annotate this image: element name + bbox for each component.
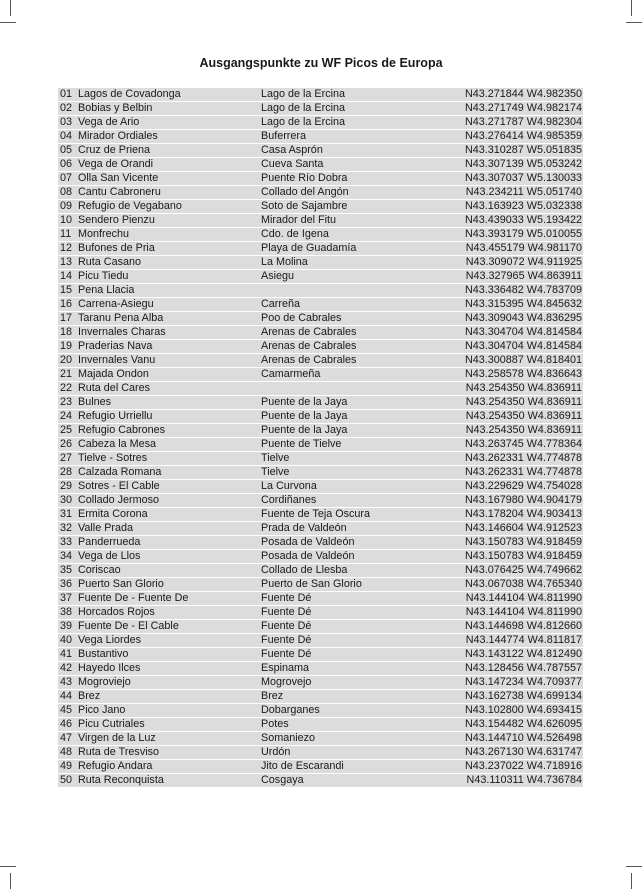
route-name: Ruta de Tresviso: [78, 746, 160, 758]
coordinates: N43.110311 W4.736784: [466, 774, 582, 786]
table-row: [58, 774, 583, 787]
coordinates: N43.254350 W4.836911: [465, 424, 582, 436]
table-row: [58, 522, 583, 535]
table-row: [58, 88, 583, 101]
starting-point: Urdón: [261, 746, 291, 758]
row-number: 35: [60, 564, 73, 576]
table-row: [58, 718, 583, 731]
starting-point: Tielve: [261, 452, 290, 464]
table-row: [58, 536, 583, 549]
table-row: [58, 564, 583, 577]
page-title: Ausgangspunkte zu WF Picos de Europa: [199, 56, 443, 70]
row-number: 25: [60, 424, 73, 436]
route-name: Valle Prada: [78, 522, 134, 534]
row-number: 09: [60, 200, 73, 212]
table-row: [58, 312, 583, 325]
coordinates: N43.307139 W5.053242: [464, 158, 582, 170]
table-row: [58, 550, 583, 563]
table-row: [58, 410, 583, 423]
starting-point: Casa Asprón: [261, 144, 323, 156]
route-name: Invernales Vanu: [78, 354, 156, 366]
table-row: [58, 690, 583, 703]
starting-point: Fuente Dé: [261, 592, 312, 604]
coordinates: N43.163923 W5.032338: [464, 200, 582, 212]
table-row: [58, 732, 583, 745]
row-number: 30: [60, 494, 73, 506]
starting-point: Mogrovejo: [261, 676, 312, 688]
coordinates: N43.271844 W4.982350: [464, 88, 582, 100]
row-number: 16: [60, 298, 73, 310]
starting-point: Arenas de Cabrales: [261, 354, 357, 366]
coordinates: N43.076425 W4.749662: [464, 564, 582, 576]
coordinates: N43.310287 W5.051835: [464, 144, 582, 156]
crop-mark: [626, 22, 642, 23]
route-name: Sotres - El Cable: [78, 480, 160, 492]
starting-point: Arenas de Cabrales: [261, 326, 357, 338]
route-name: Pico Jano: [78, 704, 126, 716]
coordinates: N43.315395 W4.845632: [464, 298, 582, 310]
table-row: [58, 326, 583, 339]
table-row: [58, 368, 583, 381]
table-row: [58, 676, 583, 689]
starting-point: Tielve: [261, 466, 290, 478]
coordinates: N43.237022 W4.718916: [464, 760, 582, 772]
row-number: 41: [60, 648, 73, 660]
starting-point: Lago de la Ercina: [261, 116, 346, 128]
route-name: Monfrechu: [78, 228, 130, 240]
starting-point: Brez: [261, 690, 284, 702]
table-row: [58, 228, 583, 241]
starting-point: Poo de Cabrales: [261, 312, 342, 324]
route-name: Mirador Ordiales: [78, 130, 158, 142]
route-name: Mogroviejo: [78, 676, 131, 688]
route-name: Picu Cutriales: [78, 718, 145, 730]
route-name: Majada Ondon: [78, 368, 149, 380]
route-name: Horcados Rojos: [78, 606, 155, 618]
starting-point: Fuente Dé: [261, 634, 312, 646]
table-row: [58, 172, 583, 185]
coordinates: N43.147234 W4.709377: [464, 676, 582, 688]
table-row: [58, 606, 583, 619]
starting-point: Prada de Valdeón: [261, 522, 347, 534]
crop-mark: [0, 866, 16, 867]
route-name: Fuente De - Fuente De: [78, 592, 189, 604]
coordinates: N43.262331 W4.774878: [464, 466, 582, 478]
table-row: [58, 746, 583, 759]
coordinates: N43.229629 W4.754028: [464, 480, 582, 492]
row-number: 02: [60, 102, 73, 114]
coordinates: N43.150783 W4.918459: [464, 550, 582, 562]
coordinates: N43.067038 W4.765340: [464, 578, 582, 590]
table-row: [58, 158, 583, 171]
table-row: [58, 270, 583, 283]
coordinates: N43.128456 W4.787557: [464, 662, 582, 674]
starting-point: Soto de Sajambre: [261, 200, 348, 212]
starting-point: Cosgaya: [261, 774, 304, 786]
table-row: [58, 396, 583, 409]
row-number: 15: [60, 284, 73, 296]
starting-point: Puente de la Jaya: [261, 424, 348, 436]
route-name: Pena Llacia: [78, 284, 135, 296]
coordinates: N43.304704 W4.814584: [464, 340, 582, 352]
row-number: 44: [60, 690, 73, 702]
table-row: [58, 662, 583, 675]
row-number: 36: [60, 578, 73, 590]
row-number: 18: [60, 326, 73, 338]
coordinates: N43.309072 W4.911925: [465, 256, 582, 268]
table-row: [58, 424, 583, 437]
route-name: Invernales Charas: [78, 326, 166, 338]
coordinates: N43.439033 W5.193422: [464, 214, 582, 226]
starting-point: Puente Río Dobra: [261, 172, 348, 184]
route-name: Fuente De - El Cable: [78, 620, 179, 632]
starting-point: La Molina: [261, 256, 308, 268]
table-row: [58, 760, 583, 773]
table-row: [58, 620, 583, 633]
route-name: Refugio Urriellu: [78, 410, 153, 422]
starting-point: Dobarganes: [261, 704, 320, 716]
row-number: 28: [60, 466, 73, 478]
coordinates: N43.309043 W4.836295: [464, 312, 582, 324]
route-name: Virgen de la Luz: [78, 732, 156, 744]
table-row: [58, 508, 583, 521]
row-number: 19: [60, 340, 73, 352]
row-number: 11: [60, 228, 72, 240]
starting-point: Cdo. de Igena: [261, 228, 329, 240]
row-number: 32: [60, 522, 73, 534]
route-name: Bulnes: [78, 396, 112, 408]
table-row: [58, 144, 583, 157]
crop-mark: [10, 873, 11, 889]
route-name: Cruz de Priena: [78, 144, 151, 156]
table-row: [58, 494, 583, 507]
row-number: 31: [60, 508, 73, 520]
starting-point: Potes: [261, 718, 289, 730]
starting-point: La Curvona: [261, 480, 317, 492]
coordinates: N43.254350 W4.836911: [465, 410, 582, 422]
table-row: [58, 130, 583, 143]
row-number: 21: [60, 368, 73, 380]
table-row: [58, 284, 583, 297]
route-name: Vega Liordes: [78, 634, 142, 646]
row-number: 26: [60, 438, 73, 450]
coordinates: N43.267130 W4.631747: [464, 746, 582, 758]
row-number: 45: [60, 704, 73, 716]
coordinates: N43.262331 W4.774878: [464, 452, 582, 464]
starting-point: Puente de Tielve: [261, 438, 342, 450]
row-number: 06: [60, 158, 73, 170]
table-row: [58, 634, 583, 647]
coordinates: N43.167980 W4.904179: [464, 494, 582, 506]
coordinates: N43.304704 W4.814584: [464, 326, 582, 338]
starting-point: Mirador del Fitu: [261, 214, 337, 226]
route-name: Ruta del Cares: [78, 382, 151, 394]
starting-point: Puerto de San Glorio: [261, 578, 362, 590]
table-row: [58, 592, 583, 605]
coordinates: N43.144104 W4.811990: [465, 606, 582, 618]
starting-point: Fuente Dé: [261, 620, 312, 632]
crop-mark: [626, 866, 642, 867]
coordinates: N43.393179 W5.010055: [464, 228, 582, 240]
row-number: 14: [60, 270, 73, 282]
route-name: Brez: [78, 690, 101, 702]
row-number: 20: [60, 354, 73, 366]
coordinates: N43.263745 W4.778364: [464, 438, 582, 450]
coordinates: N43.144698 W4.812660: [464, 620, 582, 632]
row-number: 01: [60, 88, 73, 100]
coordinates: N43.300887 W4.818401: [464, 354, 582, 366]
route-name: Refugio de Vegabano: [78, 200, 182, 212]
route-name: Praderias Nava: [78, 340, 153, 352]
route-name: Picu Tiedu: [78, 270, 129, 282]
row-number: 39: [60, 620, 73, 632]
route-name: Cabeza la Mesa: [78, 438, 157, 450]
row-number: 27: [60, 452, 73, 464]
table-row: [58, 438, 583, 451]
row-number: 33: [60, 536, 73, 548]
row-number: 38: [60, 606, 73, 618]
route-name: Olla San Vicente: [78, 172, 159, 184]
route-name: Coriscao: [78, 564, 121, 576]
table-row: [58, 256, 583, 269]
row-number: 04: [60, 130, 73, 142]
starting-point: Lago de la Ercina: [261, 88, 346, 100]
route-name: Collado Jermoso: [78, 494, 160, 506]
starting-point: Fuente de Teja Oscura: [261, 508, 371, 520]
table-row: [58, 242, 583, 255]
coordinates: N43.154482 W4.626095: [464, 718, 582, 730]
route-name: Refugio Cabrones: [78, 424, 166, 436]
route-name: Calzada Romana: [78, 466, 162, 478]
starting-point: Playa de Guadamía: [261, 242, 357, 254]
coordinates: N43.307037 W5.130033: [464, 172, 582, 184]
coordinates: N43.327965 W4.863911: [465, 270, 582, 282]
row-number: 03: [60, 116, 73, 128]
row-number: 34: [60, 550, 73, 562]
route-name: Sendero Pienzu: [78, 214, 155, 226]
table-row: [58, 214, 583, 227]
table-row: [58, 382, 583, 395]
coordinates: N43.258578 W4.836643: [464, 368, 582, 380]
starting-point: Somaniezo: [261, 732, 316, 744]
starting-point: Camarmeña: [261, 368, 321, 380]
route-name: Ruta Casano: [78, 256, 142, 268]
coordinates: N43.144774 W4.811817: [465, 634, 582, 646]
row-number: 42: [60, 662, 73, 674]
coordinates: N43.254350 W4.836911: [465, 396, 582, 408]
route-name: Cantu Cabroneru: [78, 186, 161, 198]
coordinates: N43.271749 W4.982174: [464, 102, 582, 114]
starting-point: Posada de Valdeón: [261, 550, 355, 562]
row-number: 17: [60, 312, 73, 324]
row-number: 24: [60, 410, 73, 422]
starting-point: Espinama: [261, 662, 310, 674]
table-row: [58, 298, 583, 311]
row-number: 23: [60, 396, 73, 408]
row-number: 49: [60, 760, 73, 772]
table-row: [58, 466, 583, 479]
starting-point: Puente de la Jaya: [261, 396, 348, 408]
starting-point: Cordiñanes: [261, 494, 317, 506]
table-row: [58, 480, 583, 493]
starting-point: Buferrera: [261, 130, 307, 142]
route-name: Panderrueda: [78, 536, 141, 548]
starting-point: Collado del Angón: [261, 186, 349, 198]
table-row: [58, 200, 583, 213]
row-number: 05: [60, 144, 73, 156]
route-name: Vega de Llos: [78, 550, 141, 562]
table-row: [58, 340, 583, 353]
row-number: 13: [60, 256, 73, 268]
coordinates: N43.234211 W5.051740: [465, 186, 582, 198]
coordinates: N43.150783 W4.918459: [464, 536, 582, 548]
coordinates: N43.162738 W4.699134: [464, 690, 582, 702]
coordinates: N43.102800 W4.693415: [464, 704, 582, 716]
crop-mark: [631, 873, 632, 889]
route-name: Hayedo Ilces: [78, 662, 141, 674]
table-row: [58, 704, 583, 717]
coordinates: N43.144710 W4.526498: [464, 732, 582, 744]
coordinates: N43.254350 W4.836911: [465, 382, 582, 394]
starting-point: Lago de la Ercina: [261, 102, 346, 114]
starting-point: Fuente Dé: [261, 648, 312, 660]
starting-point: Fuente Dé: [261, 606, 312, 618]
coordinates: N43.178204 W4.903413: [464, 508, 582, 520]
table-row: [58, 452, 583, 465]
starting-point: Carreña: [261, 298, 301, 310]
row-number: 37: [60, 592, 73, 604]
route-name: Ruta Reconquista: [78, 774, 164, 786]
starting-point: Asiegu: [261, 270, 295, 282]
row-number: 50: [60, 774, 73, 786]
crop-mark: [10, 0, 11, 16]
route-name: Taranu Pena Alba: [78, 312, 164, 324]
row-number: 08: [60, 186, 73, 198]
starting-point: Cueva Santa: [261, 158, 324, 170]
table-row: [58, 648, 583, 661]
crop-mark: [0, 22, 16, 23]
starting-point: Jito de Escarandi: [261, 760, 344, 772]
route-name: Tielve - Sotres: [78, 452, 148, 464]
coordinates: N43.455179 W4.981170: [465, 242, 582, 254]
starting-point: Puente de la Jaya: [261, 410, 348, 422]
table-row: [58, 578, 583, 591]
coordinates: N43.336482 W4.783709: [464, 284, 582, 296]
coordinates: N43.271787 W4.982304: [464, 116, 582, 128]
coordinates: N43.143122 W4.812490: [464, 648, 582, 660]
row-number: 10: [60, 214, 73, 226]
row-number: 43: [60, 676, 73, 688]
route-name: Refugio Andara: [78, 760, 153, 772]
coordinates: N43.276414 W4.985359: [464, 130, 582, 142]
row-number: 47: [60, 732, 73, 744]
route-name: Lagos de Covadonga: [78, 88, 181, 100]
starting-point: Posada de Valdeón: [261, 536, 355, 548]
route-name: Carrena-Asiegu: [78, 298, 154, 310]
starting-points-table: [58, 88, 583, 788]
table-row: [58, 354, 583, 367]
route-name: Ermita Corona: [78, 508, 148, 520]
table-row: [58, 116, 583, 129]
starting-point: Collado de Llesba: [261, 564, 348, 576]
row-number: 22: [60, 382, 73, 394]
crop-mark: [631, 0, 632, 16]
route-name: Puerto San Glorio: [78, 578, 164, 590]
route-name: Bustantivo: [78, 648, 129, 660]
route-name: Bufones de Pria: [78, 242, 155, 254]
table-row: [58, 102, 583, 115]
row-number: 46: [60, 718, 73, 730]
route-name: Vega de Orandi: [78, 158, 154, 170]
row-number: 07: [60, 172, 73, 184]
route-name: Bobias y Belbin: [78, 102, 153, 114]
coordinates: N43.146604 W4.912523: [464, 522, 582, 534]
row-number: 48: [60, 746, 73, 758]
route-name: Vega de Ario: [78, 116, 140, 128]
row-number: 12: [60, 242, 73, 254]
row-number: 40: [60, 634, 73, 646]
row-number: 29: [60, 480, 73, 492]
starting-point: Arenas de Cabrales: [261, 340, 357, 352]
table-row: [58, 186, 583, 199]
coordinates: N43.144104 W4.811990: [465, 592, 582, 604]
